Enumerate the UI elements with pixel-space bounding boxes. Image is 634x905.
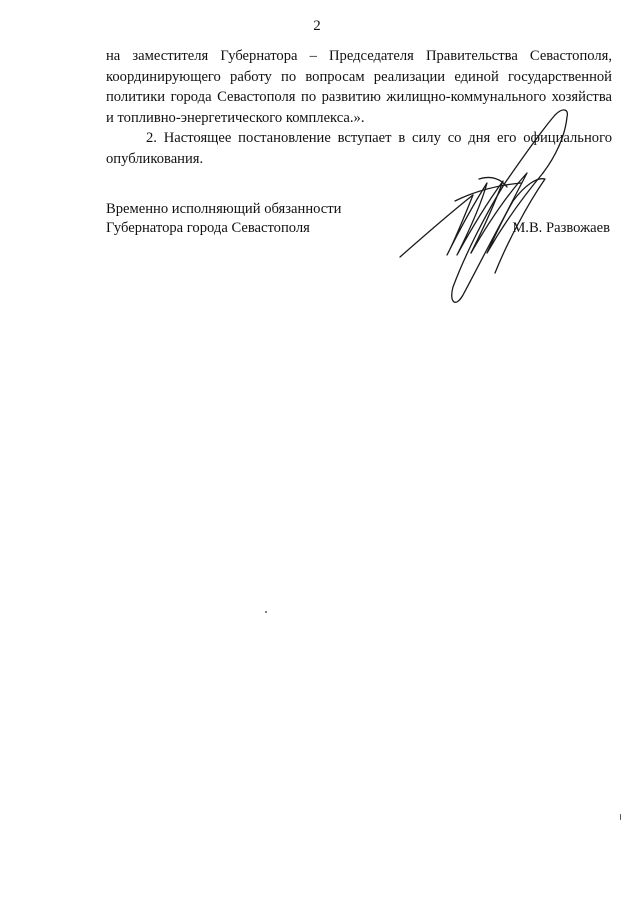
page-number: 2 <box>313 18 321 34</box>
body-paragraph-2: 2. Настоящее постановление вступает в силу со дня его официального опубликования. <box>106 130 612 167</box>
signer-title-line-2: Губернатора города Севастополя <box>106 219 310 236</box>
scan-speck <box>265 611 267 613</box>
scan-speck <box>620 814 621 820</box>
signer-title-line-1: Временно исполняющий обязанности <box>106 201 342 217</box>
body-paragraph-1: на заместителя Губернатора – Председателя Правительства Севастополя, координирующего работу по вопросам реализации единой государственной политики города Севастополя по развитию жилищно-коммунального хозяйства и топливно-энергетического комплекса.». <box>106 48 612 126</box>
signer-name: М.В. Развожаев <box>512 219 610 236</box>
signature-stroke-5 <box>455 183 521 201</box>
signature-block <box>106 200 612 237</box>
document-body <box>106 46 612 169</box>
signature-stroke-6 <box>479 177 507 187</box>
